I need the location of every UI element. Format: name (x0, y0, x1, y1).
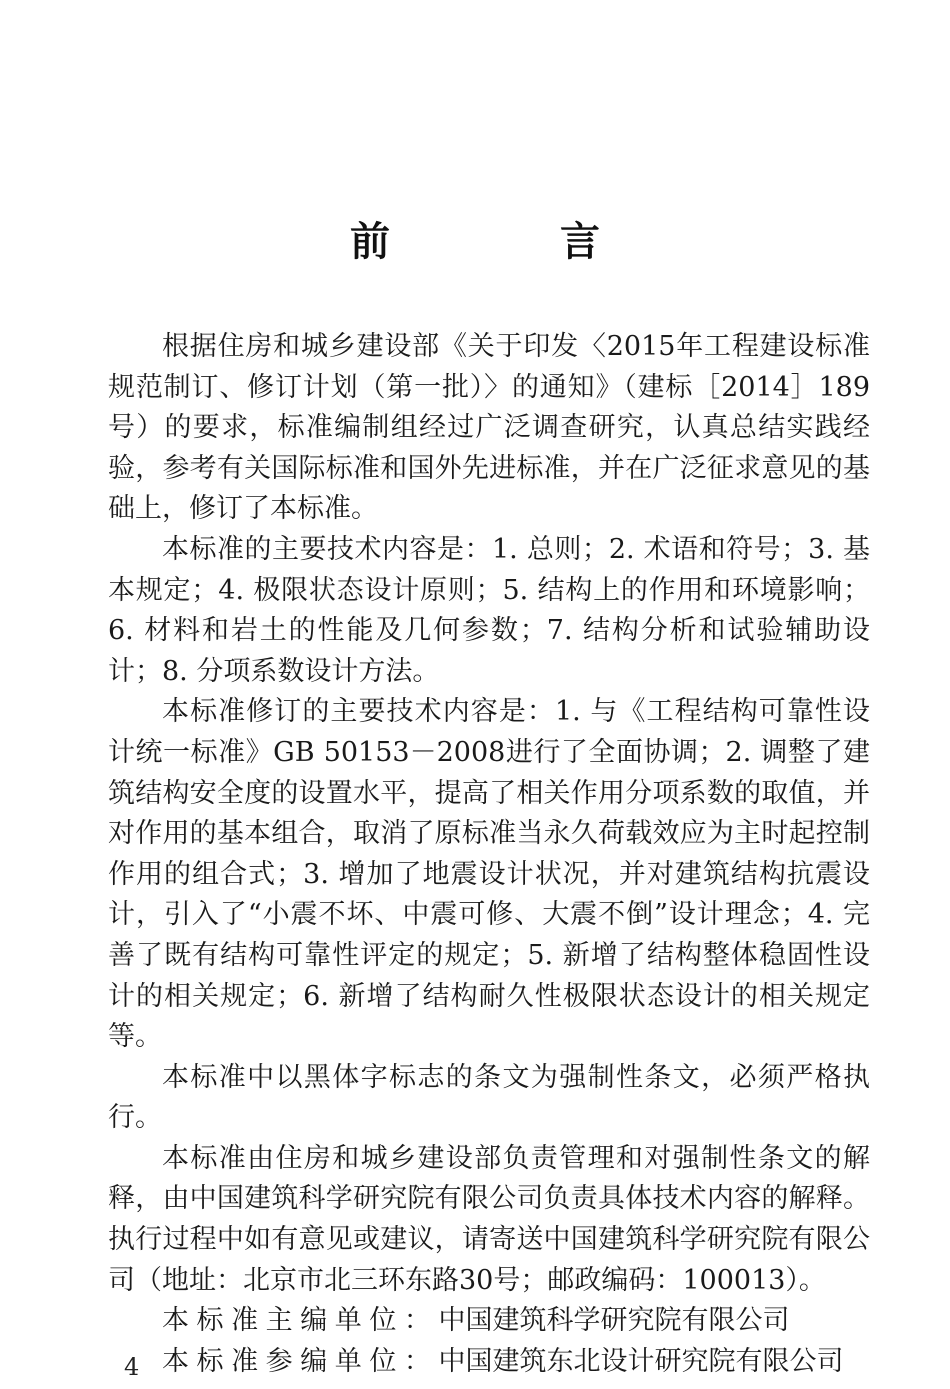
paragraph-revision-content: 本标准修订的主要技术内容是：1. 与《工程结构可靠性设计统一标准》GB 50153－2008进行了全面协调；2. 调整了建筑结构安全度的设置水平，提高了相关作用分项系数的取值，并对作用的基本组合，取消了原标准当永久荷载效应为主时起控制作用的组合式；3. 增加了地震设计状况，并对建筑结构抗震设计，引入了“小震不坏、中震可修、大震不倒”设计理念；4. 完善了既有结构可靠性评定的规定；5. 新增了结构整体稳固性设计的相关规定；6. 新增了结构耐久性极限状态设计的相关规定等。 (108, 696, 870, 1053)
body-text (108, 327, 870, 1382)
participating-unit-value: 中国建筑东北设计研究院有限公司 (438, 1345, 844, 1377)
page-number: 4 (124, 1353, 140, 1381)
paragraph-basis: 根据住房和城乡建设部《关于印发〈2015年工程建设标准规范制订、修订计划（第一批）〉的通知》（建标［2014］189号）的要求，标准编制组经过广泛调查研究，认真总结实践经验，参考有关国际标准和国外先进标准，并在广泛征求意见的基础上，修订了本标准。 (108, 331, 870, 525)
participating-unit-label: 本标准参编单位： (162, 1345, 439, 1377)
participating-unit (108, 1342, 870, 1383)
chief-editor-unit-value: 中国建筑科学研究院有限公司 (438, 1305, 790, 1337)
paragraph-main-content: 本标准的主要技术内容是：1. 总则；2. 术语和符号；3. 基本规定；4. 极限状态设计原则；5. 结构上的作用和环境影响；6. 材料和岩土的性能及几何参数；7. 结构分析和试验辅助设计；8. 分项系数设计方法。 (108, 533, 870, 687)
page-title: 前 言 (350, 219, 678, 265)
paragraph-mandatory-clauses: 本标准中以黑体字标志的条文为强制性条文，必须严格执行。 (108, 1061, 870, 1134)
chief-editor-unit (108, 1301, 870, 1342)
paragraph-administration: 本标准由住房和城乡建设部负责管理和对强制性条文的解释，由中国建筑科学研究院有限公司负责具体技术内容的解释。执行过程中如有意见或建议，请寄送中国建筑科学研究院有限公司（地址：北京市北三环东路30号；邮政编码：100013）。 (108, 1142, 870, 1296)
chief-editor-unit-label: 本标准主编单位： (162, 1305, 439, 1337)
